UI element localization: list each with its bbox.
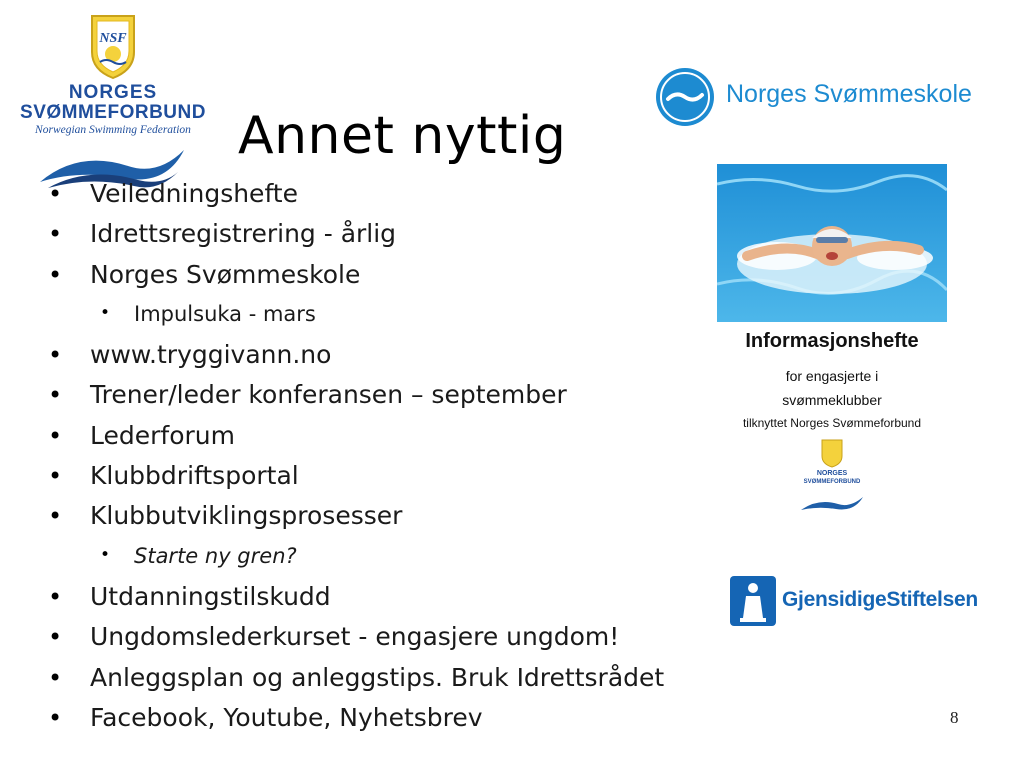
bullet-text: Utdanningstilskudd xyxy=(90,581,331,611)
nsf-logo xyxy=(8,8,218,188)
booklet-title: Informasjonshefte xyxy=(745,330,919,352)
bullet-text: Veiledningshefte xyxy=(90,179,298,208)
svommeskole-logo xyxy=(654,66,1014,128)
slide-title: Annet nyttig xyxy=(238,106,567,166)
list-item xyxy=(48,458,718,498)
bullet-dot-icon: • xyxy=(48,582,63,611)
booklet-wave-icon xyxy=(800,494,864,514)
bullet-text: Lederforum xyxy=(90,420,235,450)
list-item xyxy=(48,257,718,297)
list-item xyxy=(48,337,718,377)
nsf-name-line1: NORGES xyxy=(68,82,158,103)
booklet-emblem-icon xyxy=(820,438,844,468)
bullet-text: Trener/leder konferansen – september xyxy=(90,380,567,410)
list-item xyxy=(48,619,718,659)
list-item xyxy=(48,700,718,740)
bullet-list xyxy=(48,176,718,740)
bullet-dot-icon: • xyxy=(48,220,63,249)
bullet-dot-icon: • xyxy=(100,302,111,323)
booklet-line3: tilknyttet Norges Svømmeforbund xyxy=(742,416,922,430)
bullet-dot-icon: • xyxy=(48,421,63,450)
bullet-text: Impulsuka - mars xyxy=(134,301,316,326)
nsf-emblem-text: NSF xyxy=(99,31,127,46)
list-subitem xyxy=(48,297,718,337)
page-number: 8 xyxy=(950,708,959,727)
bullet-text: Norges Svømmeskole xyxy=(90,259,361,289)
list-item xyxy=(48,176,718,216)
bullet-text: Klubbdriftsportal xyxy=(90,461,299,491)
list-item xyxy=(48,377,718,417)
gjensidige-logo xyxy=(730,576,990,628)
list-item xyxy=(48,660,718,700)
gjensidige-emblem-icon xyxy=(730,576,776,626)
booklet-line1: for engasjerte i xyxy=(785,368,879,384)
bullet-dot-icon: • xyxy=(48,623,63,652)
booklet-logo-line2: SVØMMEFORBUND xyxy=(803,479,861,485)
booklet-line2: svømmeklubber xyxy=(782,392,882,408)
svommeskole-wave-icon xyxy=(654,66,716,128)
bullet-dot-icon: • xyxy=(48,260,63,289)
bullet-text: Anleggsplan og anleggstips. Bruk Idrettsrådet xyxy=(90,662,665,692)
nsf-subtitle: Norwegian Swimming Federation xyxy=(35,124,191,136)
bullet-dot-icon: • xyxy=(48,381,63,410)
bullet-text: Idrettsregistrering - årlig xyxy=(90,219,397,249)
bullet-text: Ungdomslederkurset - engasjere ungdom! xyxy=(90,622,620,652)
bullet-text: www.tryggivann.no xyxy=(90,340,332,370)
nsf-name-line2: SVØMMEFORBUND xyxy=(20,102,206,123)
bullet-dot-icon: • xyxy=(100,544,111,565)
bullet-text: Facebook, Youtube, Nyhetsbrev xyxy=(90,702,483,732)
nsf-emblem-icon xyxy=(86,12,140,80)
svommeskole-text: Norges Svømmeskole xyxy=(726,80,972,108)
booklet-logo-line1: NORGES xyxy=(816,470,848,477)
bullet-dot-icon: • xyxy=(48,180,63,208)
list-item xyxy=(48,418,718,458)
list-item xyxy=(48,216,718,256)
list-item xyxy=(48,498,718,538)
gjensidige-text: GjensidigeStiftelsen xyxy=(782,588,978,611)
bullet-dot-icon: • xyxy=(48,703,63,732)
booklet-cover xyxy=(712,152,952,532)
bullet-dot-icon: • xyxy=(48,462,63,491)
bullet-text: Starte ny gren? xyxy=(134,543,297,568)
list-subitem xyxy=(48,539,718,579)
bullet-dot-icon: • xyxy=(48,341,63,370)
bullet-dot-icon: • xyxy=(48,663,63,692)
list-item xyxy=(48,579,718,619)
bullet-text: Klubbutviklingsprosesser xyxy=(90,501,403,531)
bullet-dot-icon: • xyxy=(48,502,63,531)
swimmer-photo xyxy=(717,164,947,322)
booklet-nsf-logo xyxy=(782,436,882,526)
